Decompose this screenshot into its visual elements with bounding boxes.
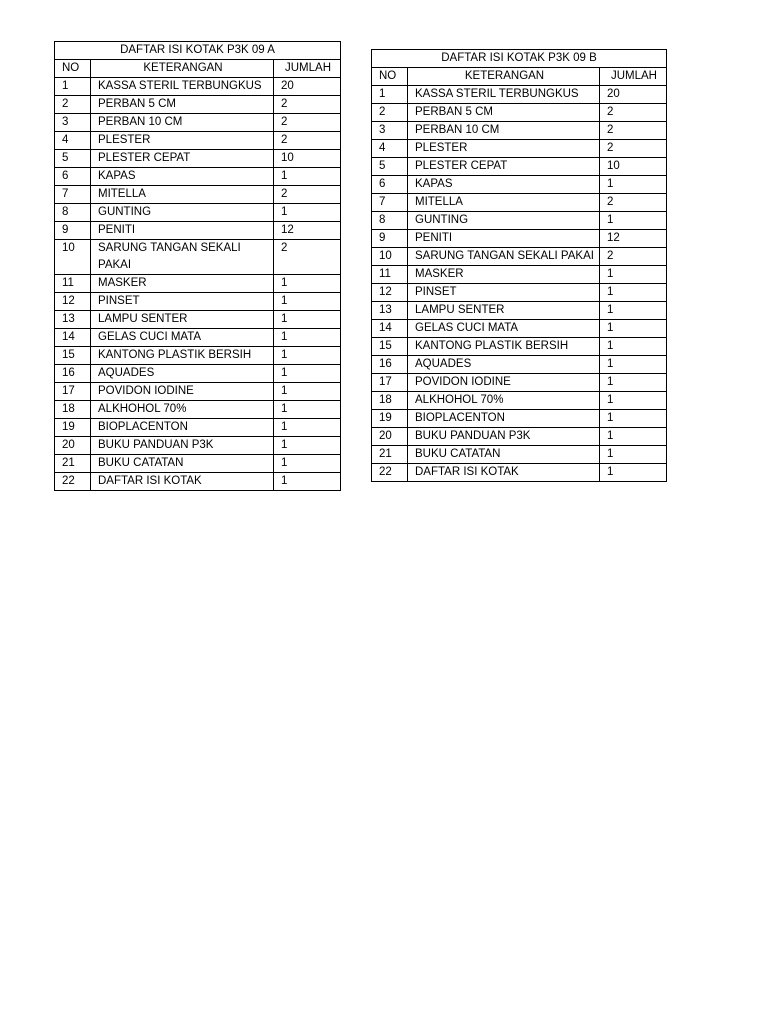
- cell-jumlah: 2: [600, 122, 667, 140]
- table-row: [55, 347, 341, 365]
- cell-jumlah: 1: [600, 374, 667, 392]
- cell-keterangan: KANTONG PLASTIK BERSIH: [91, 347, 274, 365]
- cell-jumlah: 2: [600, 194, 667, 212]
- table-row: [55, 311, 341, 329]
- cell-keterangan: KAPAS: [408, 176, 600, 194]
- cell-no: 13: [372, 302, 408, 320]
- cell-jumlah: 1: [274, 437, 341, 455]
- table-row: [55, 132, 341, 150]
- table-header-row: [55, 60, 341, 78]
- cell-no: 2: [372, 104, 408, 122]
- cell-keterangan: DAFTAR ISI KOTAK: [408, 464, 600, 482]
- cell-no: 8: [372, 212, 408, 230]
- cell-keterangan: ALKHOHOL 70%: [91, 401, 274, 419]
- cell-jumlah: 1: [600, 428, 667, 446]
- cell-jumlah: 12: [274, 222, 341, 240]
- cell-no: 1: [55, 78, 91, 96]
- cell-jumlah: 2: [274, 96, 341, 114]
- cell-jumlah: 1: [600, 464, 667, 482]
- cell-no: 16: [55, 365, 91, 383]
- cell-jumlah: 1: [600, 410, 667, 428]
- cell-jumlah: 1: [274, 275, 341, 293]
- cell-jumlah: 1: [274, 204, 341, 222]
- cell-jumlah: 2: [274, 132, 341, 150]
- cell-jumlah: 20: [600, 86, 667, 104]
- cell-no: 13: [55, 311, 91, 329]
- table-row: [372, 176, 667, 194]
- cell-no: 22: [55, 473, 91, 491]
- cell-no: 6: [372, 176, 408, 194]
- inventory-table-b: [371, 49, 667, 482]
- column-header-keterangan: KETERANGAN: [408, 68, 600, 86]
- table-row: [55, 78, 341, 96]
- table-row: [55, 168, 341, 186]
- cell-keterangan: BUKU CATATAN: [408, 446, 600, 464]
- cell-no: 21: [55, 455, 91, 473]
- cell-jumlah: 1: [600, 392, 667, 410]
- table-row: [372, 212, 667, 230]
- cell-keterangan: GUNTING: [91, 204, 274, 222]
- cell-jumlah: 12: [600, 230, 667, 248]
- table-row: [55, 473, 341, 491]
- cell-jumlah: 1: [600, 338, 667, 356]
- cell-jumlah: 2: [600, 140, 667, 158]
- table-row: [372, 140, 667, 158]
- cell-no: 11: [372, 266, 408, 284]
- cell-jumlah: 1: [274, 365, 341, 383]
- cell-keterangan: MASKER: [408, 266, 600, 284]
- table-row: [372, 446, 667, 464]
- table-row: [372, 302, 667, 320]
- cell-jumlah: 1: [600, 266, 667, 284]
- cell-no: 18: [55, 401, 91, 419]
- cell-jumlah: 1: [600, 176, 667, 194]
- cell-keterangan: LAMPU SENTER: [91, 311, 274, 329]
- cell-no: 15: [372, 338, 408, 356]
- cell-no: 10: [55, 240, 91, 275]
- cell-no: 5: [372, 158, 408, 176]
- cell-jumlah: 1: [600, 212, 667, 230]
- cell-no: 17: [55, 383, 91, 401]
- table-row: [372, 464, 667, 482]
- cell-jumlah: 1: [274, 329, 341, 347]
- cell-keterangan: MITELLA: [408, 194, 600, 212]
- cell-keterangan: GUNTING: [408, 212, 600, 230]
- table-row: [55, 114, 341, 132]
- table-row: [55, 455, 341, 473]
- cell-keterangan: KASSA STERIL TERBUNGKUS: [408, 86, 600, 104]
- cell-jumlah: 1: [274, 311, 341, 329]
- cell-no: 12: [372, 284, 408, 302]
- cell-jumlah: 1: [274, 401, 341, 419]
- cell-no: 1: [372, 86, 408, 104]
- cell-no: 4: [372, 140, 408, 158]
- cell-no: 18: [372, 392, 408, 410]
- cell-keterangan: SARUNG TANGAN SEKALI PAKAI: [91, 240, 274, 275]
- cell-no: 20: [372, 428, 408, 446]
- cell-no: 3: [372, 122, 408, 140]
- cell-no: 7: [55, 186, 91, 204]
- cell-no: 22: [372, 464, 408, 482]
- table-row: [372, 194, 667, 212]
- cell-keterangan: PLESTER: [91, 132, 274, 150]
- cell-keterangan: SARUNG TANGAN SEKALI PAKAI: [408, 248, 600, 266]
- cell-no: 19: [55, 419, 91, 437]
- cell-keterangan: BUKU PANDUAN P3K: [408, 428, 600, 446]
- cell-keterangan: PLESTER CEPAT: [408, 158, 600, 176]
- cell-no: 7: [372, 194, 408, 212]
- table-row: [372, 122, 667, 140]
- cell-jumlah: 10: [600, 158, 667, 176]
- column-header-jumlah: JUMLAH: [274, 60, 341, 78]
- column-header-no: NO: [372, 68, 408, 86]
- cell-jumlah: 1: [274, 383, 341, 401]
- cell-no: 14: [372, 320, 408, 338]
- cell-keterangan: PENITI: [408, 230, 600, 248]
- cell-keterangan: MASKER: [91, 275, 274, 293]
- cell-no: 5: [55, 150, 91, 168]
- cell-keterangan: AQUADES: [408, 356, 600, 374]
- cell-no: 12: [55, 293, 91, 311]
- table-row: [55, 150, 341, 168]
- table-row: [372, 284, 667, 302]
- table-row: [55, 401, 341, 419]
- column-header-no: NO: [55, 60, 91, 78]
- cell-keterangan: BUKU CATATAN: [91, 455, 274, 473]
- table-row: [55, 365, 341, 383]
- cell-no: 21: [372, 446, 408, 464]
- table-row: [372, 230, 667, 248]
- table-row: [55, 329, 341, 347]
- cell-no: 4: [55, 132, 91, 150]
- cell-jumlah: 2: [600, 104, 667, 122]
- table-row: [55, 383, 341, 401]
- cell-jumlah: 1: [274, 473, 341, 491]
- cell-keterangan: KANTONG PLASTIK BERSIH: [408, 338, 600, 356]
- cell-keterangan: POVIDON IODINE: [91, 383, 274, 401]
- table-row: [372, 392, 667, 410]
- table-title-row: [372, 50, 667, 68]
- table-row: [55, 293, 341, 311]
- table-row: [372, 86, 667, 104]
- cell-no: 19: [372, 410, 408, 428]
- inventory-table-a: [54, 41, 341, 491]
- table-row: [55, 437, 341, 455]
- cell-keterangan: BIOPLACENTON: [408, 410, 600, 428]
- cell-jumlah: 2: [274, 186, 341, 204]
- column-header-keterangan: KETERANGAN: [91, 60, 274, 78]
- cell-keterangan: PERBAN 5 CM: [91, 96, 274, 114]
- table-row: [372, 356, 667, 374]
- cell-keterangan: MITELLA: [91, 186, 274, 204]
- table-row: [372, 248, 667, 266]
- cell-keterangan: GELAS CUCI MATA: [408, 320, 600, 338]
- table-row: [372, 410, 667, 428]
- cell-jumlah: 1: [274, 455, 341, 473]
- column-header-jumlah: JUMLAH: [600, 68, 667, 86]
- cell-no: 16: [372, 356, 408, 374]
- cell-keterangan: PENITI: [91, 222, 274, 240]
- table-header-row: [372, 68, 667, 86]
- cell-jumlah: 2: [274, 114, 341, 132]
- cell-keterangan: ALKHOHOL 70%: [408, 392, 600, 410]
- table-row: [372, 158, 667, 176]
- cell-keterangan: PLESTER CEPAT: [91, 150, 274, 168]
- cell-no: 15: [55, 347, 91, 365]
- cell-no: 11: [55, 275, 91, 293]
- cell-keterangan: BUKU PANDUAN P3K: [91, 437, 274, 455]
- cell-no: 6: [55, 168, 91, 186]
- cell-jumlah: 1: [274, 293, 341, 311]
- table-row: [55, 419, 341, 437]
- cell-no: 14: [55, 329, 91, 347]
- cell-keterangan: PINSET: [408, 284, 600, 302]
- table-row: [55, 186, 341, 204]
- cell-jumlah: 1: [274, 168, 341, 186]
- table-row: [372, 266, 667, 284]
- cell-keterangan: AQUADES: [91, 365, 274, 383]
- cell-no: 3: [55, 114, 91, 132]
- cell-keterangan: DAFTAR ISI KOTAK: [91, 473, 274, 491]
- cell-no: 2: [55, 96, 91, 114]
- cell-jumlah: 1: [600, 284, 667, 302]
- table-row: [55, 96, 341, 114]
- cell-keterangan: BIOPLACENTON: [91, 419, 274, 437]
- table-title: DAFTAR ISI KOTAK P3K 09 A: [55, 42, 341, 60]
- cell-jumlah: 10: [274, 150, 341, 168]
- table-row: [372, 320, 667, 338]
- table-row: [372, 428, 667, 446]
- cell-keterangan: LAMPU SENTER: [408, 302, 600, 320]
- cell-keterangan: PLESTER: [408, 140, 600, 158]
- cell-keterangan: PINSET: [91, 293, 274, 311]
- table-row: [55, 240, 341, 275]
- cell-no: 8: [55, 204, 91, 222]
- cell-keterangan: PERBAN 10 CM: [408, 122, 600, 140]
- cell-jumlah: 20: [274, 78, 341, 96]
- cell-no: 20: [55, 437, 91, 455]
- cell-keterangan: PERBAN 5 CM: [408, 104, 600, 122]
- cell-keterangan: KAPAS: [91, 168, 274, 186]
- cell-jumlah: 1: [600, 356, 667, 374]
- cell-no: 10: [372, 248, 408, 266]
- cell-jumlah: 1: [600, 446, 667, 464]
- table-row: [372, 374, 667, 392]
- cell-keterangan: GELAS CUCI MATA: [91, 329, 274, 347]
- cell-jumlah: 1: [600, 302, 667, 320]
- cell-jumlah: 1: [274, 347, 341, 365]
- table-row: [372, 338, 667, 356]
- table-title-row: [55, 42, 341, 60]
- cell-keterangan: KASSA STERIL TERBUNGKUS: [91, 78, 274, 96]
- cell-no: 9: [55, 222, 91, 240]
- table-row: [372, 104, 667, 122]
- cell-jumlah: 2: [600, 248, 667, 266]
- table-title: DAFTAR ISI KOTAK P3K 09 B: [372, 50, 667, 68]
- cell-jumlah: 1: [274, 419, 341, 437]
- cell-jumlah: 1: [600, 320, 667, 338]
- cell-jumlah: 2: [274, 240, 341, 275]
- cell-no: 9: [372, 230, 408, 248]
- table-row: [55, 222, 341, 240]
- table-row: [55, 275, 341, 293]
- table-row: [55, 204, 341, 222]
- cell-no: 17: [372, 374, 408, 392]
- cell-keterangan: PERBAN 10 CM: [91, 114, 274, 132]
- cell-keterangan: POVIDON IODINE: [408, 374, 600, 392]
